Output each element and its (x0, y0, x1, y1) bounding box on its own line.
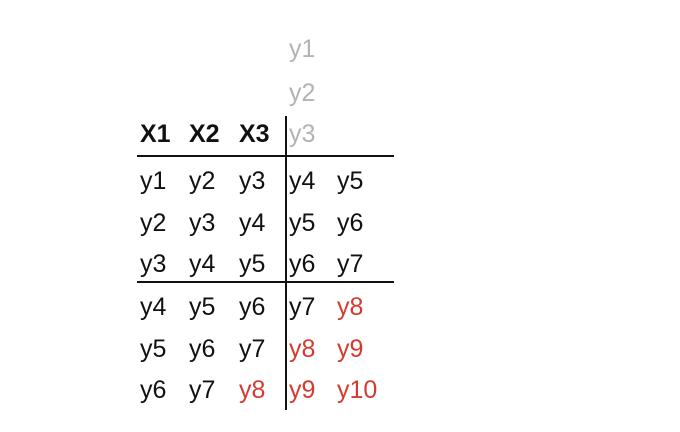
table-cell: y6 (189, 335, 216, 363)
header-rule (137, 155, 394, 157)
table-cell: y3 (239, 167, 266, 195)
table-cell: y9 (289, 376, 316, 404)
table-cell: y7 (337, 250, 364, 278)
table-cell: y6 (289, 250, 316, 278)
table-cell: y8 (239, 376, 266, 404)
group-rule (137, 281, 394, 283)
table-cell: y4 (140, 293, 167, 321)
table-cell: y1 (140, 167, 167, 195)
table-cell: y3 (140, 250, 167, 278)
table-cell: y5 (140, 335, 167, 363)
column-header-x1: X1 (140, 120, 171, 148)
table-cell: y3 (189, 209, 216, 237)
table-cell: y2 (140, 209, 167, 237)
column-header-x3: X3 (239, 120, 270, 148)
ghost-label-2: y2 (289, 79, 316, 107)
table-cell: y9 (337, 335, 364, 363)
table-cell: y4 (289, 167, 316, 195)
table-cell: y7 (189, 376, 216, 404)
table-cell: y5 (189, 293, 216, 321)
column-divider (285, 116, 287, 410)
table-cell: y2 (189, 167, 216, 195)
table-cell: y5 (289, 209, 316, 237)
table-cell: y10 (337, 376, 378, 404)
table-cell: y7 (239, 335, 266, 363)
column-header-x2: X2 (189, 120, 220, 148)
table-cell: y7 (289, 293, 316, 321)
table-cell: y4 (189, 250, 216, 278)
table-cell: y8 (337, 293, 364, 321)
table-cell: y4 (239, 209, 266, 237)
table-cell: y6 (239, 293, 266, 321)
ghost-label-3: y3 (289, 120, 316, 148)
table-cell: y5 (337, 167, 364, 195)
table-cell: y5 (239, 250, 266, 278)
table-cell: y6 (337, 209, 364, 237)
table-cell: y6 (140, 376, 167, 404)
table-cell: y8 (289, 335, 316, 363)
ghost-label-1: y1 (289, 35, 316, 63)
